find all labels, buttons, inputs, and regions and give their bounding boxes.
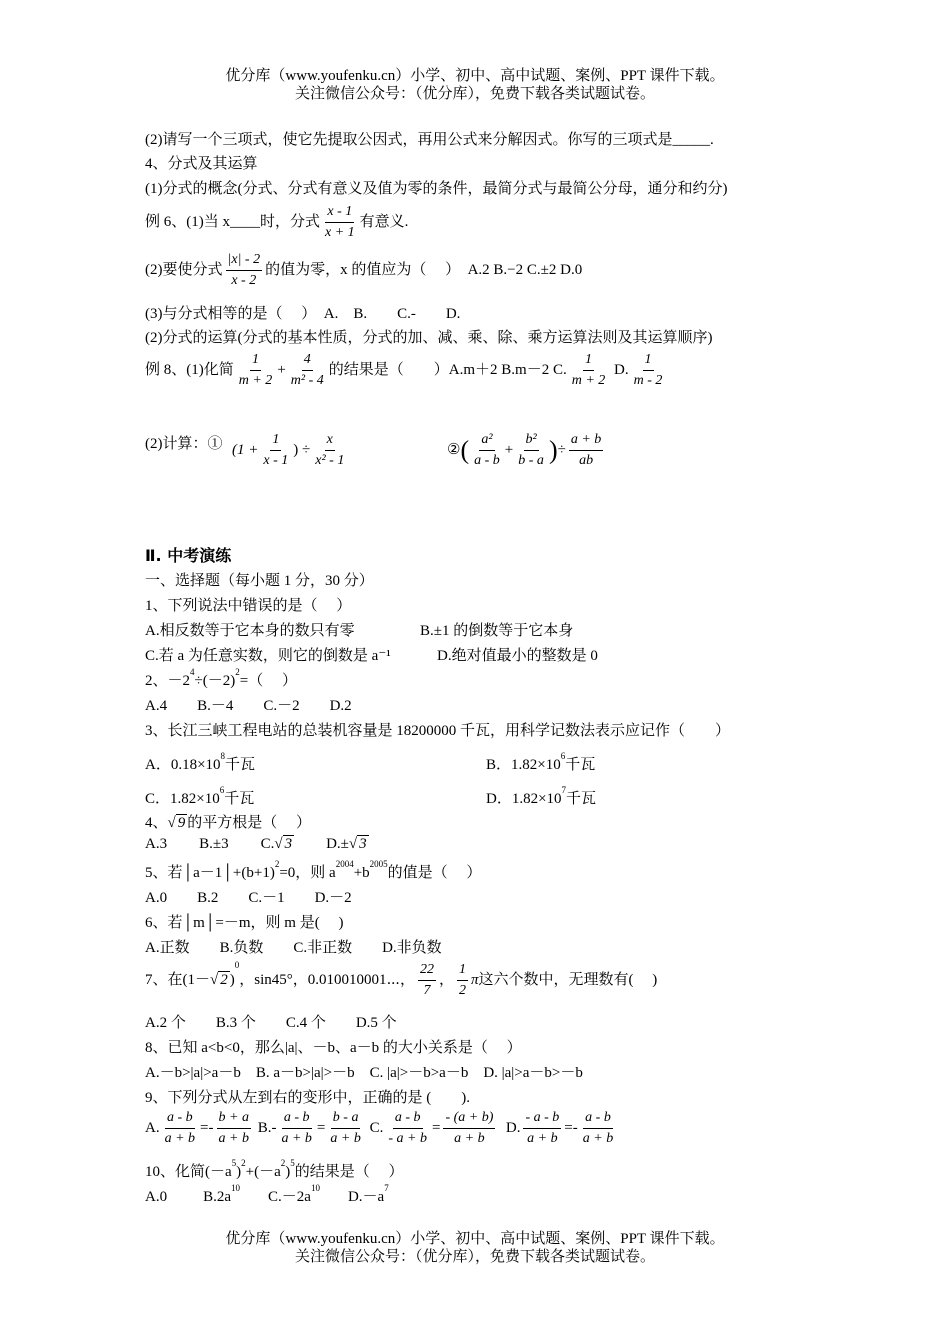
part1-title: 一、选择题（每小题 1 分，30 分） — [145, 573, 374, 589]
q10-part: ) — [285, 1164, 291, 1180]
fraction-denominator: x² - 1 — [315, 453, 345, 468]
fraction — [632, 352, 665, 389]
fraction — [163, 1110, 197, 1147]
q7-part: 7、在(1－ — [145, 971, 210, 988]
example6-1-prefix: 例 6、(1)当 x____时，分式 — [145, 213, 320, 230]
review-q2-2: (2)请写一个三项式，使它先提取公因式，再用公式来分解因式。你写的三项式是_____. — [145, 132, 714, 148]
fraction-denominator: x - 1 — [263, 453, 289, 468]
example8-1-options: 的结果是（ ）A.m＋2 B.m－2 C. — [328, 361, 567, 378]
q10-part: 10、化简(－a — [145, 1164, 232, 1180]
fraction-denominator: 2 — [459, 983, 467, 998]
calc-expression-1 — [232, 432, 349, 469]
equals-sign: =- — [200, 1119, 214, 1136]
q10-part: +(－a — [245, 1164, 281, 1180]
sqrt-radicand: 9 — [177, 815, 186, 831]
fraction-numerator: 1 — [250, 352, 261, 371]
q10-exp: 5 — [231, 1158, 237, 1168]
q3-option-a-text: A．0.18×10 — [145, 757, 221, 773]
q10-option-b-exp: 10 — [231, 1183, 241, 1193]
fraction-numerator: a - b — [165, 1110, 195, 1129]
q10-option-c-exp: 10 — [310, 1183, 320, 1193]
q4-options — [145, 836, 369, 853]
calc2-label: ② — [447, 441, 461, 458]
q10-part: 的结果是（ ） — [294, 1164, 404, 1180]
pi-symbol: π — [471, 971, 479, 988]
equals-sign: =- — [564, 1119, 578, 1136]
q2-exp: 2 — [235, 667, 240, 677]
fraction — [457, 962, 468, 999]
q10-option-c: C.－2a — [268, 1189, 311, 1205]
q10-options — [145, 1185, 389, 1206]
q10-exp: 2 — [280, 1158, 286, 1168]
fraction-numerator: 4 — [302, 352, 313, 371]
fraction-numerator: 1 — [643, 352, 654, 371]
fraction — [570, 352, 608, 389]
q4-option-d: D.± — [326, 836, 349, 852]
calc1-close: ) ÷ — [293, 441, 311, 458]
example8-1-prefix: 例 8、(1)化简 — [145, 361, 234, 378]
q2-part: ÷(－2) — [194, 673, 236, 689]
q2-exp: 4 — [190, 667, 195, 677]
option-d-label: D. — [614, 361, 629, 378]
sqrt-radicand: 3 — [359, 836, 367, 852]
q2-part: =（ ） — [239, 673, 297, 689]
q2-stem — [145, 669, 297, 690]
example6-1 — [145, 204, 408, 241]
q5-exp: 2005 — [369, 859, 388, 869]
paren-left: ( — [460, 435, 470, 465]
fraction-denominator: a + b — [582, 1131, 614, 1146]
q3-option-d — [486, 787, 596, 808]
q5-part: 的值是（ ） — [387, 865, 482, 881]
q3-option-c-exp: 6 — [219, 785, 225, 795]
q1-stem: 1、下列说法中错误的是（ ） — [145, 598, 352, 614]
fraction-denominator: a + b — [527, 1131, 558, 1146]
q4-option-c: C. — [260, 836, 275, 852]
fraction-denominator: m - 2 — [633, 373, 663, 388]
fraction-denominator: a - b — [474, 453, 500, 468]
fraction — [472, 432, 502, 469]
q5-exp: 2004 — [335, 859, 354, 869]
q3-option-a — [145, 753, 255, 774]
fraction-denominator: m² - 4 — [290, 373, 324, 388]
fraction-denominator: a + b — [454, 1131, 485, 1146]
fraction-numerator: 1 — [270, 432, 281, 451]
example6-3: (3)与分式相等的是（ ） A. B. C.- D. — [145, 306, 461, 322]
fraction — [569, 432, 603, 469]
q6-options: A.正数 B.负数 C.非正数 D.非负数 — [145, 940, 442, 956]
q5-options: A.0 B.2 C.－1 D.－2 — [145, 890, 352, 906]
q3-stem: 3、长江三峡工程电站的总装机容量是 18200000 千瓦，用科学记数法表示应记作（ ） — [145, 723, 731, 739]
q6-stem: 6、若│m│=－m，则 m 是( ) — [145, 915, 344, 931]
sqrt-symbol: √ 3 — [274, 836, 293, 852]
q7-part: ) — [229, 971, 235, 988]
fraction-numerator: x — [325, 432, 335, 451]
divide-sign: ÷ — [557, 441, 566, 458]
fraction — [261, 432, 290, 469]
fraction-numerator: - (a + b) — [443, 1110, 495, 1129]
q10-part: ) — [236, 1164, 242, 1180]
equals-sign: = — [316, 1119, 326, 1136]
fraction — [418, 962, 436, 999]
q9-option-a: A. — [145, 1119, 160, 1136]
fraction — [328, 1110, 362, 1147]
q4-prefix: 4、 — [145, 815, 168, 831]
q7-stem — [145, 962, 657, 999]
q5-stem — [145, 861, 481, 882]
fraction-numerator: a + b — [569, 432, 603, 451]
q4-option-b: B.±3 — [199, 836, 229, 852]
q3-option-b-text: B．1.82×10 — [486, 757, 561, 773]
q3-option-d-exp: 7 — [561, 785, 567, 795]
q7-exp: 0 — [234, 960, 240, 970]
fraction-numerator: x - 1 — [325, 204, 354, 223]
q7-options: A.2 个 B.3 个 C.4 个 D.5 个 — [145, 1015, 397, 1031]
fraction-denominator: - a + b — [388, 1131, 427, 1146]
q4-suffix: 的平方根是（ ） — [187, 815, 312, 831]
fraction-denominator: b - a — [518, 453, 544, 468]
fraction-denominator: 7 — [423, 983, 431, 998]
q9-option-d: D. — [505, 1119, 521, 1136]
sqrt-symbol: √ 2 — [210, 971, 228, 988]
fraction — [443, 1110, 495, 1147]
q5-exp: 2 — [274, 859, 280, 869]
fraction-numerator: a² — [479, 432, 494, 451]
q3-option-a-unit: 千瓦 — [225, 757, 256, 773]
example8-1 — [145, 352, 667, 389]
sqrt-symbol: √ 3 — [348, 836, 367, 852]
sqrt-radicand: 2 — [220, 971, 228, 988]
q7-comma: ， — [439, 971, 455, 988]
sqrt-radicand: 3 — [284, 836, 293, 852]
q9-stem: 9、下列分式从左到右的变形中，正确的是 ( ). — [145, 1090, 470, 1106]
fraction-operations-line: (2)分式的运算(分式的基本性质，分式的加、减、乘、除、乘方运算法则及其运算顺序) — [145, 330, 713, 346]
q10-exp: 2 — [241, 1158, 246, 1168]
fraction-denominator: x + 1 — [325, 225, 355, 240]
calc1-open: (1 + — [232, 441, 259, 458]
q8-options: A.－b>|a|>a－b B. a－b>|a|>－b C. |a|>－b>a－b D. |a|>a－b>－b — [145, 1065, 583, 1081]
fraction — [289, 352, 326, 389]
fraction-denominator: a + b — [218, 1131, 249, 1146]
fraction-numerator: 1 — [583, 352, 594, 371]
fraction-concept-line: (1)分式的概念(分式、分式有意义及值为零的条件，最简分式与最简公分母，通分和约分) — [145, 181, 728, 197]
q1-option-d: D.绝对值最小的整数是 0 — [437, 648, 598, 664]
fraction — [237, 352, 275, 389]
q3-option-c-text: C．1.82×10 — [145, 791, 220, 807]
q10-option-a: A.0 — [145, 1189, 168, 1205]
fraction — [217, 1110, 251, 1147]
q4-option-a: A.3 — [145, 836, 168, 852]
q3-option-c — [145, 787, 254, 808]
fraction-numerator: |x| - 2 — [226, 252, 263, 271]
fraction — [516, 432, 546, 469]
calc-prefix: (2)计算：① — [145, 436, 223, 452]
fraction-numerator: 1 — [457, 962, 468, 981]
q10-option-b: B.2a — [203, 1189, 232, 1205]
fraction — [226, 252, 263, 289]
q10-stem — [145, 1160, 404, 1181]
equals-sign: = — [431, 1119, 441, 1136]
q9-option-b: B.- — [257, 1119, 277, 1136]
fraction-denominator: m + 2 — [238, 373, 273, 388]
fraction-denominator: x - 2 — [231, 273, 257, 288]
page-header-line2: 关注微信公众号：（优分库），免费下载各类试题试卷。 — [294, 86, 655, 102]
q4-stem — [145, 811, 311, 832]
q1-option-c: C.若 a 为任意实数，则它的倒数是 a⁻¹ — [145, 648, 391, 664]
q3-option-b-exp: 6 — [560, 751, 566, 761]
q5-part: +b — [353, 865, 370, 881]
q5-part: 5、若│a－1│+(b+1) — [145, 865, 275, 881]
example6-2-prefix: (2)要使分式 — [145, 261, 223, 278]
q1-option-b: B.±1 的倒数等于它本身 — [420, 623, 574, 639]
fraction-numerator: 22 — [418, 962, 436, 981]
q8-stem: 8、已知 a<b<0，那么|a|、－b、a－b 的大小关系是（ ） — [145, 1040, 522, 1056]
fraction — [581, 1110, 615, 1147]
fraction-numerator: a - b — [393, 1110, 423, 1129]
q7-part: ，sin45°，0.010010001⋯， — [239, 971, 415, 988]
q3-option-b-unit: 千瓦 — [565, 757, 596, 773]
q10-option-d-exp: 7 — [384, 1183, 389, 1193]
page-footer-line2: 关注微信公众号：（优分库），免费下载各类试题试卷。 — [294, 1249, 655, 1265]
q9-options — [145, 1110, 618, 1147]
q3-option-d-text: D．1.82×10 — [486, 791, 562, 807]
fraction-numerator: a - b — [583, 1110, 613, 1129]
plus-sign: + — [504, 441, 514, 458]
q3-option-c-unit: 千瓦 — [224, 791, 255, 807]
plus-sign: + — [277, 361, 286, 378]
fraction — [313, 432, 346, 469]
paren-right: ) — [548, 435, 558, 465]
example6-2-suffix: 的值为零，x 的值应为（ ） A.2 B.−2 C.±2 D.0 — [265, 261, 583, 278]
fraction — [323, 204, 357, 241]
fraction-denominator: m + 2 — [571, 373, 606, 388]
example6-2 — [145, 252, 582, 289]
section-fractions-heading: 4、分式及其运算 — [145, 156, 258, 172]
fraction — [523, 1110, 561, 1147]
q10-option-d: D.－a — [347, 1189, 385, 1205]
q1-option-a: A.相反数等于它本身的数只有零 — [145, 623, 355, 639]
fraction-denominator: a + b — [164, 1131, 196, 1146]
fraction-denominator: a + b — [281, 1131, 312, 1146]
fraction-numerator: - a - b — [523, 1110, 561, 1129]
fraction — [279, 1110, 313, 1147]
q2-part: 2、－2 — [145, 673, 191, 689]
fraction-numerator: b² — [524, 432, 539, 451]
page-footer-line1: 优分库（www.youfenku.cn）小学、初中、高中试题、案例、PPT 课件下载。 — [225, 1231, 725, 1247]
calc-expression-2 — [447, 432, 606, 469]
q2-options: A.4 B.－4 C.－2 D.2 — [145, 698, 352, 714]
fraction-numerator: b - a — [331, 1110, 361, 1129]
fraction-denominator: ab — [579, 453, 594, 468]
fraction-numerator: a - b — [282, 1110, 312, 1129]
q3-option-d-unit: 千瓦 — [566, 791, 597, 807]
q7-part: 这六个数中，无理数有( ) — [478, 971, 658, 988]
fraction-denominator: a + b — [330, 1131, 361, 1146]
example6-1-suffix: 有意义. — [359, 213, 409, 230]
fraction — [386, 1110, 429, 1147]
q10-exp: 5 — [290, 1158, 295, 1168]
q9-option-c: C. — [369, 1119, 384, 1136]
q3-option-a-exp: 8 — [220, 751, 226, 761]
fraction-numerator: b + a — [217, 1110, 251, 1129]
practice-heading: Ⅱ. 中考演练 — [145, 546, 232, 565]
q5-part: =0，则 a — [279, 865, 336, 881]
sqrt-symbol: √ 9 — [167, 815, 186, 831]
page-header-line1: 优分库（www.youfenku.cn）小学、初中、高中试题、案例、PPT 课件下载。 — [225, 68, 725, 84]
q3-option-b — [486, 753, 595, 774]
